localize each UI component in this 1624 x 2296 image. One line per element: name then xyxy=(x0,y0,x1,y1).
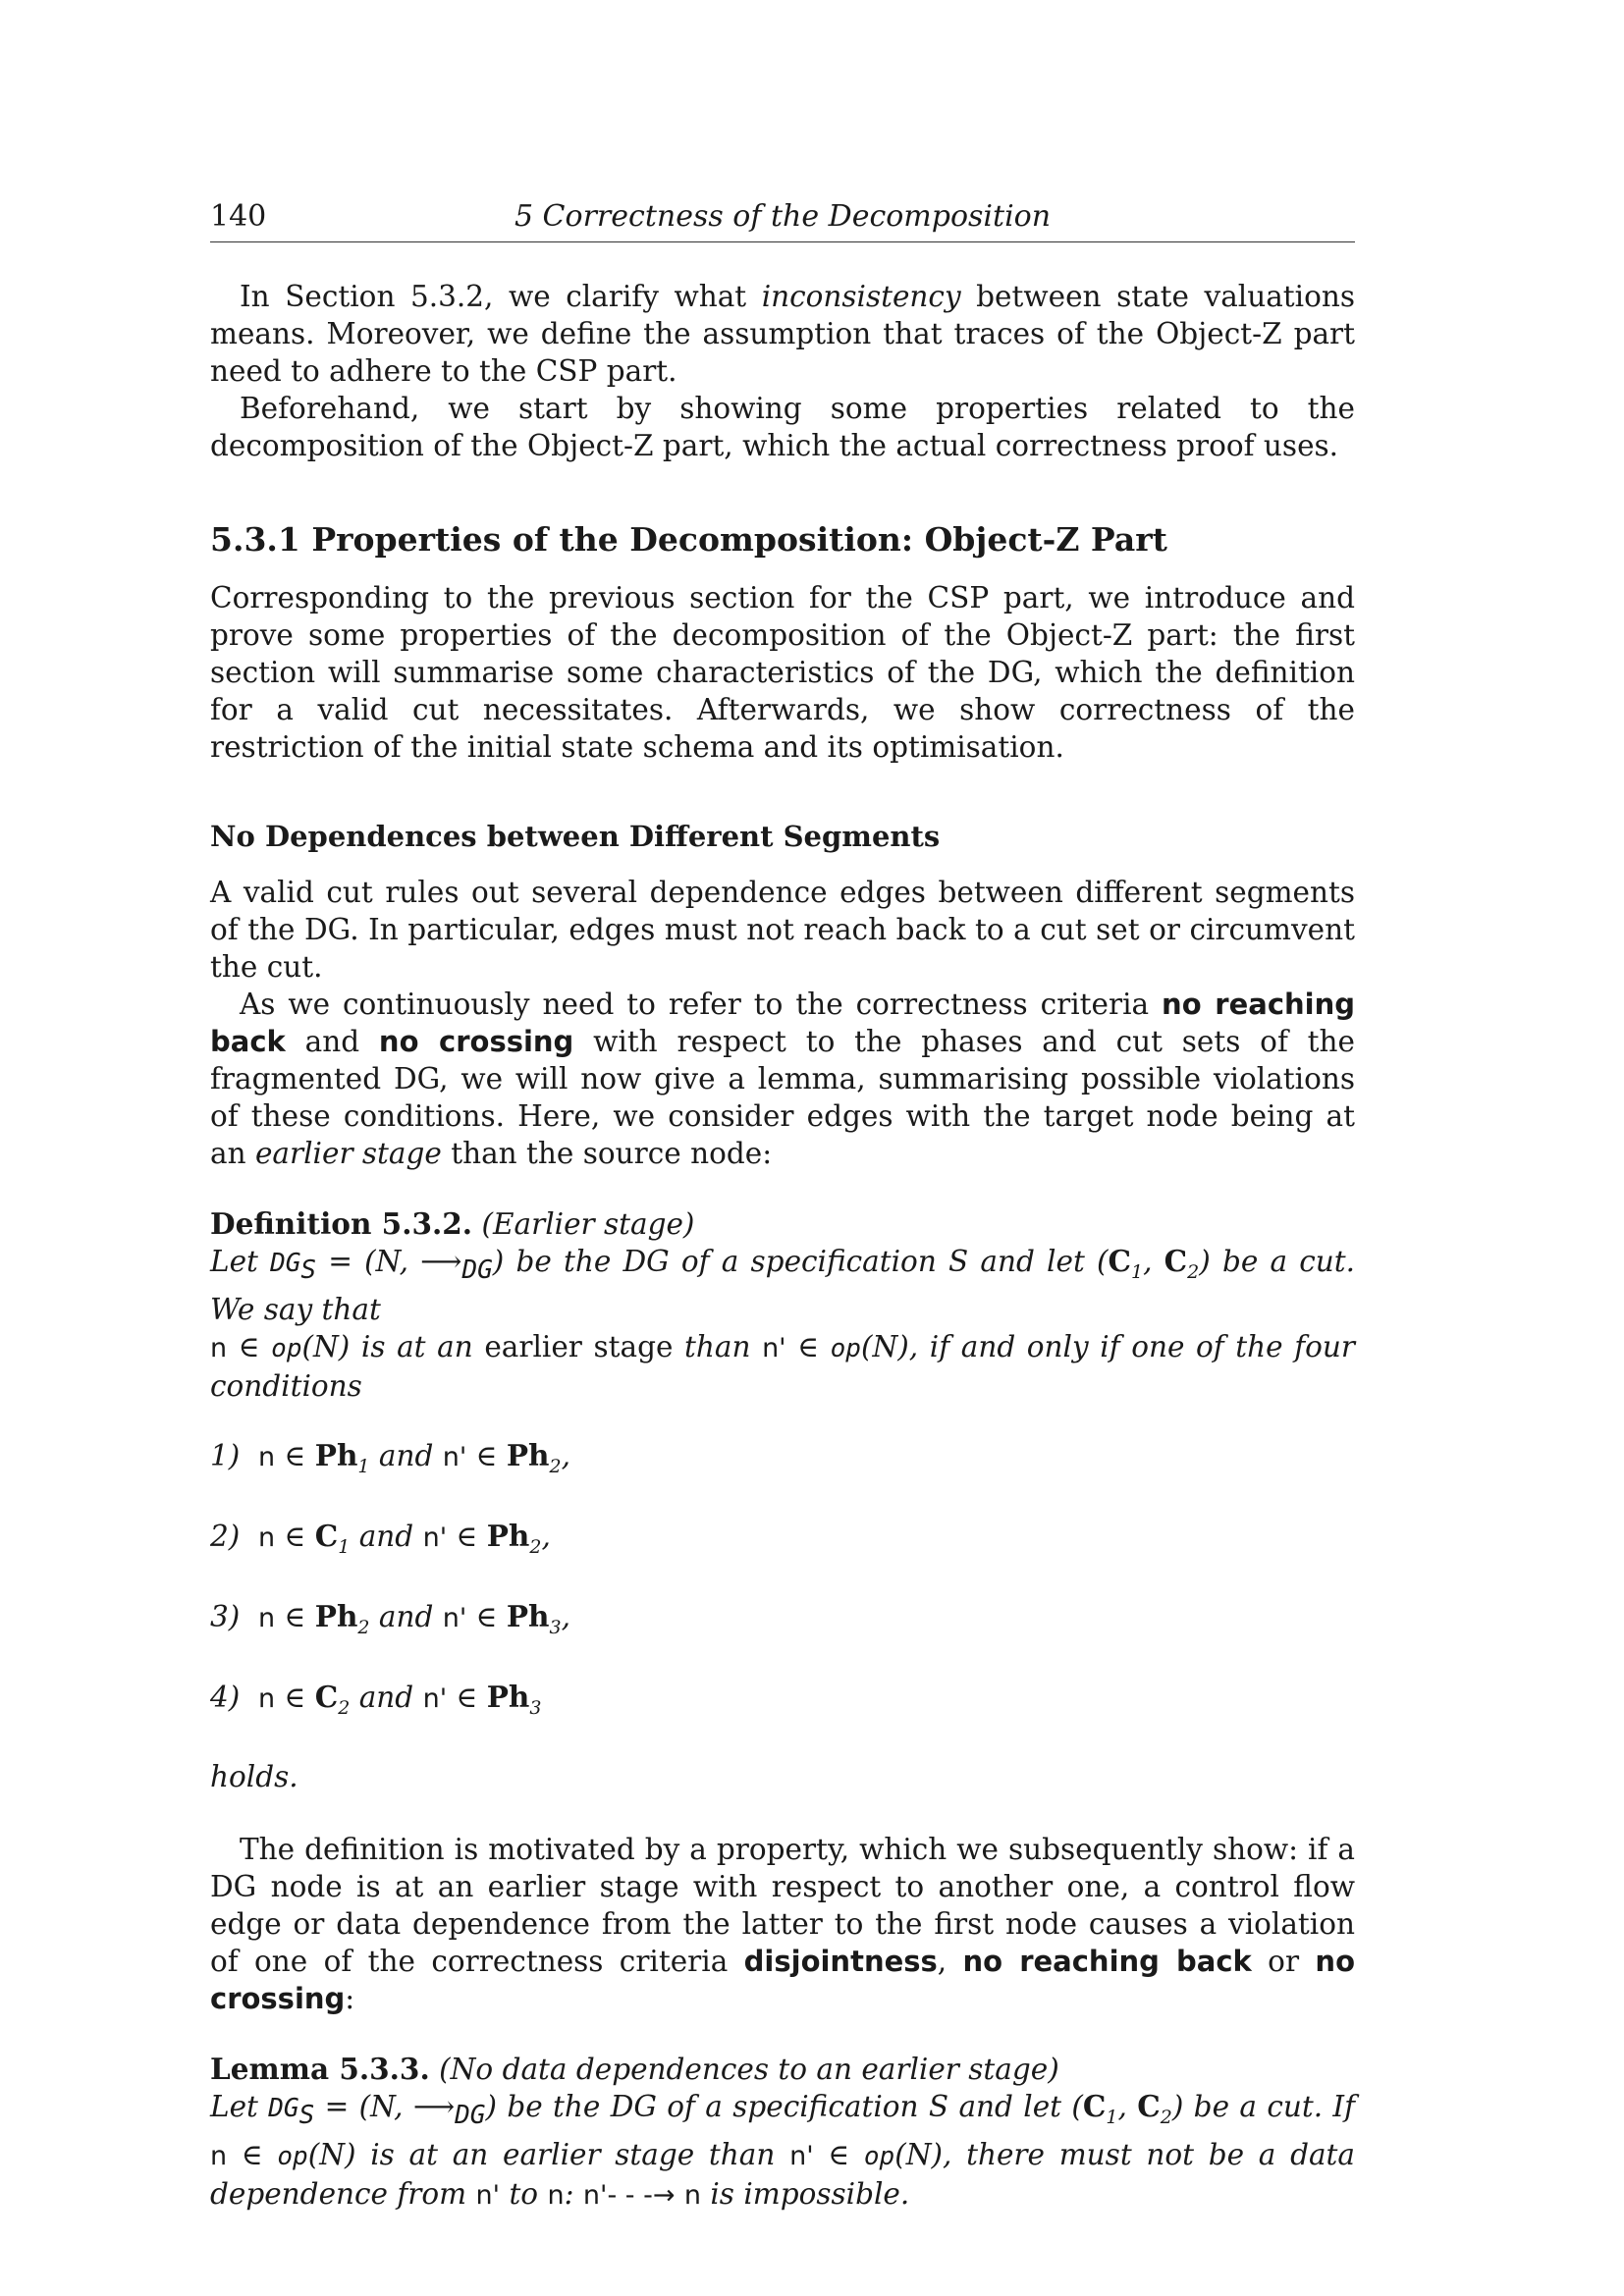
page xyxy=(210,196,1355,2215)
lemma-block xyxy=(210,2051,1355,2215)
subsection-paragraph-1: A valid cut rules out several dependence edges between different segments of the DG. In particular, edges must not reach back to a cut set or circumvent the cut. xyxy=(210,876,1355,984)
motivation-paragraph: The definition is motivated by a property, which we subsequently show: if a DG node is at an earlier stage with respect to another one, a control flow edge or data dependence from the latter to the first node causes a violation of one of the correctness criteria disjointness, no reaching back or no crossing: xyxy=(210,1833,1355,2016)
subsection-paragraph-2: As we continuously need to refer to the correctness criteria no reaching back and no crossing with respect to the phases and cut sets of the fragmented DG, we will now give a lemma, summarising possible violations of these conditions. Here, we consider edges with the target node being at an earlier stage than the source node: xyxy=(210,988,1355,1170)
lemma-title: Lemma 5.3.3. (No data dependences to an earlier stage) xyxy=(210,2052,1059,2087)
intro-paragraph-2: Beforehand, we start by showing some properties related to the decomposition of the Object-Z part, which the actual correctness proof uses. xyxy=(210,392,1355,462)
running-title: 5 Correctness of the Decomposition xyxy=(514,199,1052,234)
lemma-statement: Let $DG_S = (N$, $⟶_{DG}$) be the DG of a specification S and let ($C_1$, $C_2$) be a cut. If n ∈ op(N) is at an earlier stage than n' ∈ op(N), there must not be a data dependence from n' to n: n'- - -→ n is impossible. xyxy=(210,2089,1356,2212)
definition-line-2: n ∈ op(N) is at an earlier stage than n' ∈ op(N), if and only if one of the four conditions xyxy=(210,1329,1355,1403)
definition-line-1: Let $DG_S = (N$, $⟶_{DG}$) be the DG of a specification S and let ($C_1$, $C_2$) be a cut. We say that xyxy=(210,1244,1356,1326)
definition-holds: holds. xyxy=(210,1760,298,1794)
subsection-heading: No Dependences between Different Segments xyxy=(210,820,941,853)
condition-4: 4) n ∈ $C_2$ and n' ∈ $Ph_3$ xyxy=(210,1679,542,1719)
page-number: 140 xyxy=(210,199,267,234)
definition-title: Definition 5.3.2. (Earlier stage) xyxy=(210,1206,695,1241)
definition-block xyxy=(210,1205,1355,1795)
condition-3: 3) n ∈ $Ph_2$ and n' ∈ $Ph_3$, xyxy=(210,1598,570,1638)
section-heading: 5.3.1 Properties of the Decomposition: Object-Z Part xyxy=(210,520,1167,559)
intro-paragraph-1: In Section 5.3.2, we clarify what inconsistency between state valuations means. Moreover, we define the assumption that traces of the Object-Z part need to adhere to the CSP part. xyxy=(210,280,1355,388)
condition-2: 2) n ∈ $C_1$ and n' ∈ $Ph_2$, xyxy=(210,1518,551,1558)
running-header xyxy=(210,196,1355,242)
condition-1: 1) n ∈ $Ph_1$ and n' ∈ $Ph_2$, xyxy=(210,1437,570,1477)
section-paragraph: Corresponding to the previous section for the CSP part, we introduce and prove some properties of the decomposition of the Object-Z part: the first section will summarise some characteristics of the DG, which the definition for a valid cut necessitates. Afterwards, we show correctness of the restriction of the initial state schema and its optimisation. xyxy=(210,581,1355,764)
